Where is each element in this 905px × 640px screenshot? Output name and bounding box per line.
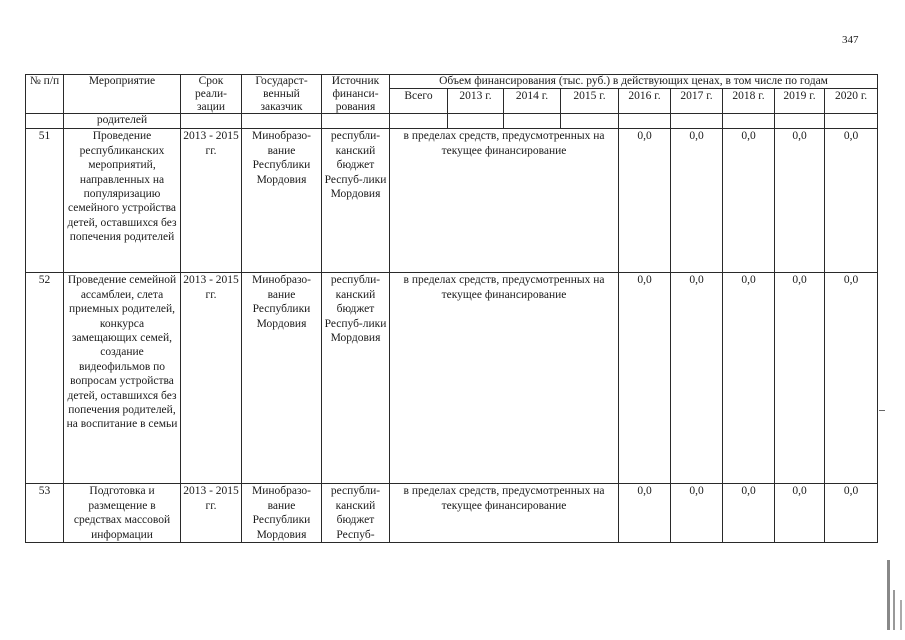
financing-table [25, 74, 878, 543]
header-volume: Объем финансирования (тыс. руб.) в действующих ценах, в том числе по годам [390, 75, 878, 89]
row-term: 2013 - 2015 гг. [181, 484, 242, 543]
scan-edge-mark [900, 600, 902, 630]
page-number: 347 [842, 34, 859, 46]
row-value: 0,0 [775, 129, 825, 273]
header-row [26, 75, 878, 89]
row-customer: Минобразо-вание Республики Мордовия [242, 484, 322, 543]
row-customer: Минобразо-вание Республики Мордовия [242, 273, 322, 484]
row-value: 0,0 [671, 273, 723, 484]
row-value: 0,0 [723, 484, 775, 543]
row-financing-text: в пределах средств, предусмотренных на текущее финансирование [390, 129, 619, 273]
row-event: Подготовка и размещение в средствах массовой информации [64, 484, 181, 543]
header-year: 2015 г. [561, 89, 619, 114]
row-event: Проведение республиканских мероприятий, направленных на популяризацию семейного устройства детей, оставшихся без попечения родителей [64, 129, 181, 273]
row-value: 0,0 [775, 484, 825, 543]
header-customer: Государст-венный заказчик [242, 75, 322, 114]
row-customer: Минобразо-вание Республики Мордовия [242, 129, 322, 273]
row-value: 0,0 [671, 129, 723, 273]
header-year: 2020 г. [825, 89, 878, 114]
row-num: 52 [26, 273, 64, 484]
row-value: 0,0 [825, 273, 878, 484]
header-year: 2018 г. [723, 89, 775, 114]
row-source: республи-канский бюджет Респуб- [322, 484, 390, 543]
header-term: Срок реали-зации [181, 75, 242, 114]
row-value: 0,0 [619, 129, 671, 273]
scan-edge-mark [887, 560, 890, 630]
row-financing-text: в пределах средств, предусмотренных на текущее финансирование [390, 273, 619, 484]
row-value: 0,0 [723, 273, 775, 484]
header-year: Всего [390, 89, 448, 114]
row-term: 2013 - 2015 гг. [181, 129, 242, 273]
row-source: республи-канский бюджет Респуб-лики Мордовия [322, 273, 390, 484]
row-value: 0,0 [825, 484, 878, 543]
row-value: 0,0 [619, 484, 671, 543]
header-year: 2019 г. [775, 89, 825, 114]
header-year: 2016 г. [619, 89, 671, 114]
continuation-text: родителей [64, 114, 181, 129]
scan-edge-mark [879, 410, 885, 411]
row-value: 0,0 [723, 129, 775, 273]
header-year: 2017 г. [671, 89, 723, 114]
header-num: № п/п [26, 75, 64, 114]
header-year: 2013 г. [448, 89, 504, 114]
header-year: 2014 г. [504, 89, 561, 114]
row-value: 0,0 [619, 273, 671, 484]
continuation-row [26, 114, 878, 129]
row-term: 2013 - 2015 гг. [181, 273, 242, 484]
row-financing-text: в пределах средств, предусмотренных на текущее финансирование [390, 484, 619, 543]
table-row [26, 273, 878, 484]
header-source: Источник финанси-рования [322, 75, 390, 114]
scan-edge-mark [893, 590, 895, 630]
row-value: 0,0 [671, 484, 723, 543]
row-event: Проведение семейной ассамблеи, слета приемных родителей, конкурса замещающих семей, создание видеофильмов по вопросам устройства детей, оставшихся без попечения родителей, на воспитание в семьи [64, 273, 181, 484]
row-num: 51 [26, 129, 64, 273]
header-event: Мероприятие [64, 75, 181, 114]
row-source: республи-канский бюджет Респуб-лики Мордовия [322, 129, 390, 273]
row-value: 0,0 [775, 273, 825, 484]
row-num: 53 [26, 484, 64, 543]
row-value: 0,0 [825, 129, 878, 273]
table-row [26, 129, 878, 273]
table-row [26, 484, 878, 543]
